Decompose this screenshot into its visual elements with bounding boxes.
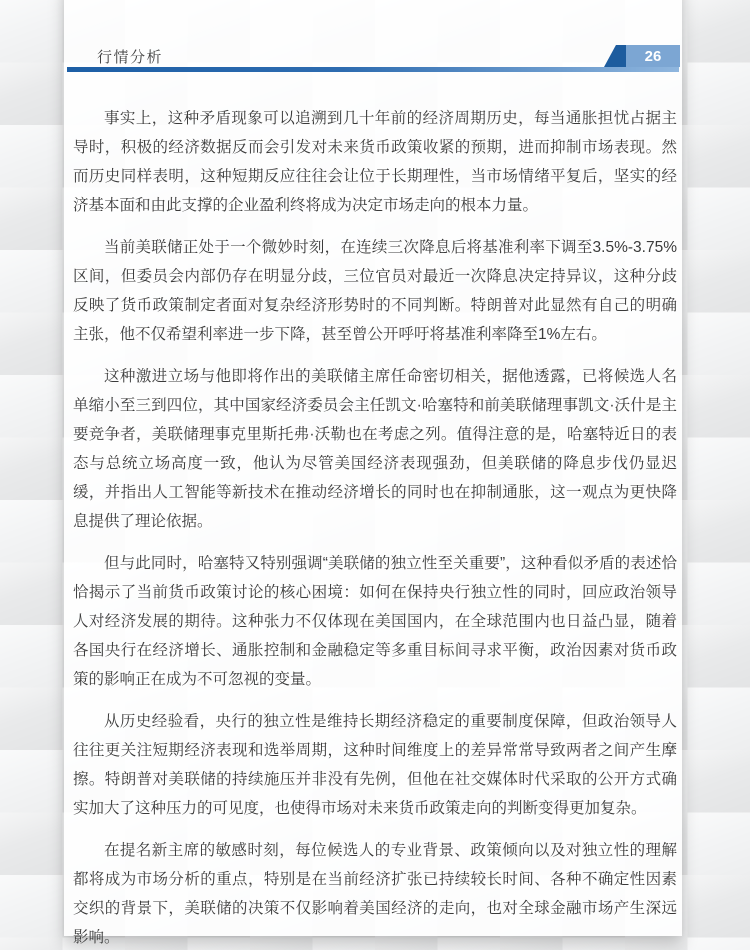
page-title: 行情分析 bbox=[97, 49, 164, 66]
body-paragraph: 但与此同时，哈塞特又特别强调“美联储的独立性至关重要”，这种看似矛盾的表述恰恰揭示了当前货币政策讨论的核心困境：如何在保持央行独立性的同时，回应政治领导人对经济发展的期待。这种张力不仅体现在美国国内，在全球范围内也日益凸显，随着各国央行在经济增长、通胀控制和金融稳定等多重目标间寻求平衡，政治因素对货币政策的影响正在成为不可忽视的变量。 bbox=[73, 555, 677, 688]
body-paragraph: 事实上，这种矛盾现象可以追溯到几十年前的经济周期历史，每当通胀担忧占据主导时，积极的经济数据反而会引发对未来货币政策收紧的预期，进而抑制市场表现。然而历史同样表明，这种短期反应往往会让位于长期理性，当市场情绪平复后，坚实的经济基本面和由此支撑的企业盈利终将成为决定市场走向的根本力量。 bbox=[73, 110, 677, 214]
article-body bbox=[73, 104, 677, 950]
body-paragraph: 从历史经验看，央行的独立性是维持长期经济稳定的重要制度保障，但政治领导人往往更关注短期经济表现和选举周期，这种时间维度上的差异常常导致两者之间产生摩擦。特朗普对美联储的持续施压并非没有先例，但他在社交媒体时代采取的公开方式确实加大了这种压力的可见度，也使得市场对未来货币政策走向的判断变得更加复杂。 bbox=[73, 713, 677, 817]
body-paragraph: 当前美联储正处于一个微妙时刻，在连续三次降息后将基准利率下调至3.5%-3.75%区间，但委员会内部仍存在明显分歧，三位官员对最近一次降息决定持异议，这种分歧反映了货币政策制定者面对复杂经济形势时的不同判断。特朗普对此显然有自己的明确主张，他不仅希望利率进一步下降，甚至曾公开呼吁将基准利率降至1%左右。 bbox=[73, 239, 677, 343]
page-number-badge: 26 bbox=[626, 45, 680, 67]
page-number-badge-slant bbox=[604, 45, 627, 67]
body-paragraph: 这种激进立场与他即将作出的美联储主席任命密切相关，据他透露，已将候选人名单缩小至三到四位，其中国家经济委员会主任凯文·哈塞特和前美联储理事凯文·沃什是主要竞争者，美联储理事克里斯托弗·沃勒也在考虑之列。值得注意的是，哈塞特近日的表态与总统立场高度一致，他认为尽管美国经济表现强劲，但美联储的降息步伐仍显迟缓，并指出人工智能等新技术在推动经济增长的同时也在抑制通胀，这一观点为更快降息提供了理论依据。 bbox=[73, 368, 677, 530]
document-page bbox=[64, 0, 682, 946]
header-divider bbox=[67, 67, 679, 72]
body-paragraph: 在提名新主席的敏感时刻，每位候选人的专业背景、政策倾向以及对独立性的理解都将成为市场分析的重点，特别是在当前经济扩张已持续较长时间、各种不确定性因素交织的背景下，美联储的决策不仅影响着美国经济的走向，也对全球金融市场产生深远影响。 bbox=[73, 842, 677, 946]
